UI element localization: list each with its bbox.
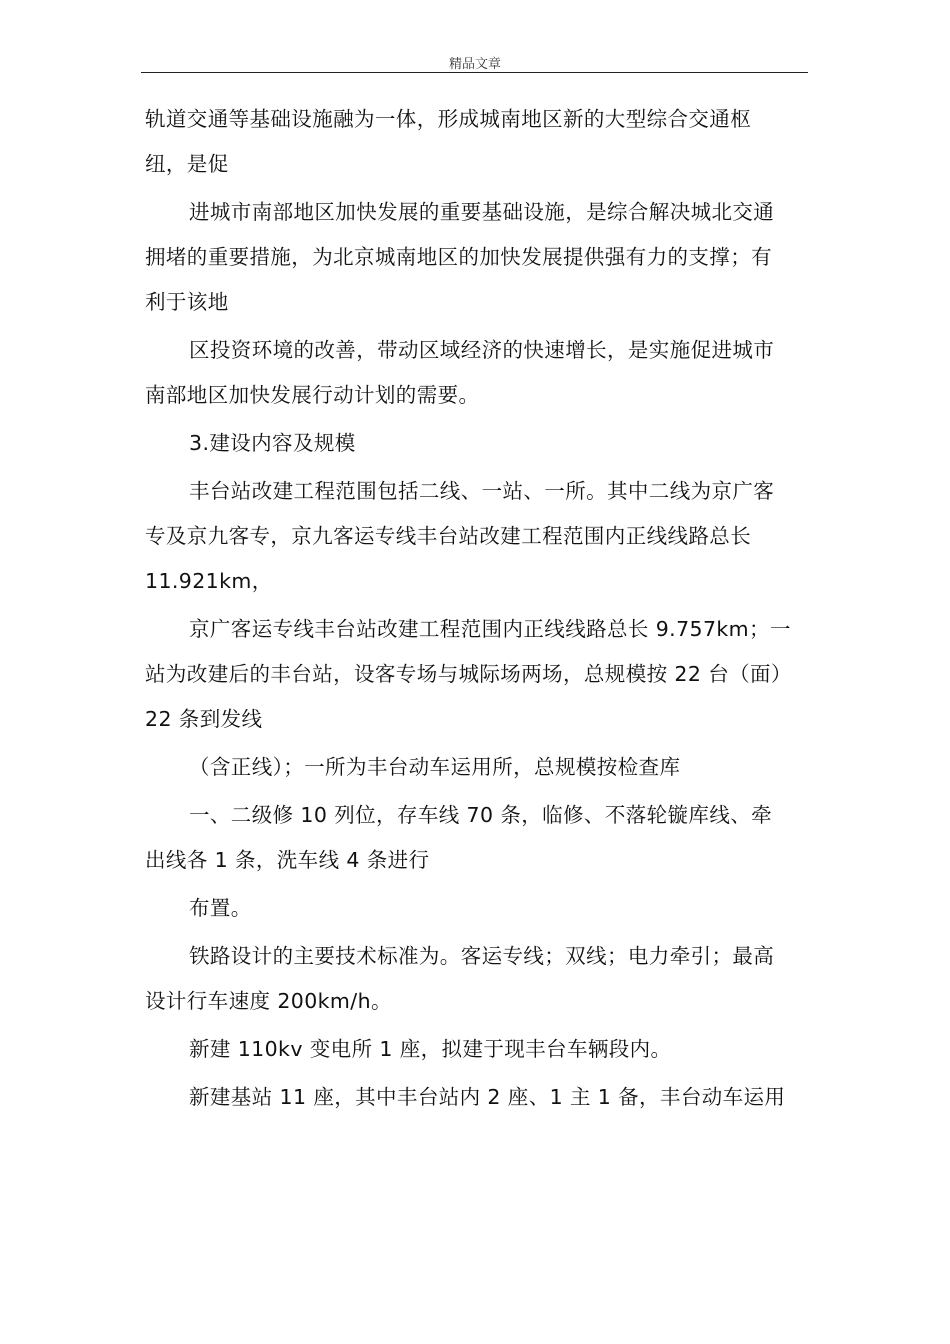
text-line: 进城市南部地区加快发展的重要基础设施，是综合解决城北交通 [189, 200, 775, 224]
text-line: 布置。 [189, 896, 252, 920]
text-line: 出线各 1 条，洗车线 4 条进行 [145, 848, 430, 872]
text-line: 南部地区加快发展行动计划的需要。 [145, 383, 480, 407]
text-line: 一、二级修 10 列位，存车线 70 条，临修、不落轮镟库线、牵 [189, 803, 773, 827]
section-heading [145, 421, 815, 466]
header-divider [141, 72, 808, 73]
paragraph [145, 886, 815, 931]
paragraph [145, 1027, 815, 1072]
text-line: 22 条到发线 [145, 707, 263, 731]
text-line: 轨道交通等基础设施融为一体，形成城南地区新的大型综合交通枢 [145, 107, 752, 131]
paragraph [145, 934, 815, 1024]
paragraph [145, 328, 815, 418]
paragraph [145, 1075, 815, 1120]
document-body [145, 97, 815, 1123]
text-line: 铁路设计的主要技术标准为。客运专线；双线；电力牵引；最高 [189, 944, 775, 968]
paragraph [145, 607, 815, 742]
text-line: （含正线）；一所为丰台动车运用所，总规模按检查库 [189, 755, 681, 779]
paragraph [145, 793, 815, 883]
text-line: 新建 110kv 变电所 1 座，拟建于现丰台车辆段内。 [189, 1037, 672, 1061]
text-line: 利于该地 [145, 290, 229, 314]
paragraph [145, 745, 815, 790]
page-header-title: 精品文章 [448, 57, 501, 72]
text-line: 丰台站改建工程范围包括二线、一站、一所。其中二线为京广客 [189, 479, 775, 503]
text-line: 3.建设内容及规模 [189, 431, 356, 455]
text-line: 拥堵的重要措施，为北京城南地区的加快发展提供强有力的支撑；有 [145, 245, 772, 269]
text-line: 新建基站 11 座，其中丰台站内 2 座、1 主 1 备，丰台动车运用 [189, 1085, 786, 1109]
paragraph [145, 97, 815, 187]
text-line: 站为改建后的丰台站，设客专场与城际场两场，总规模按 22 台（面） [145, 662, 792, 686]
text-line: 专及京九客专，京九客运专线丰台站改建工程范围内正线线路总长 [145, 524, 752, 548]
text-line: 11.921km， [145, 569, 273, 593]
text-line: 区投资环境的改善，带动区域经济的快速增长，是实施促进城市 [189, 338, 775, 362]
text-line: 设计行车速度 200km/h。 [145, 989, 392, 1013]
paragraph [145, 190, 815, 325]
text-line: 纽，是促 [145, 152, 229, 176]
paragraph [145, 469, 815, 604]
text-line: 京广客运专线丰台站改建工程范围内正线线路总长 9.757km；一 [189, 617, 791, 641]
